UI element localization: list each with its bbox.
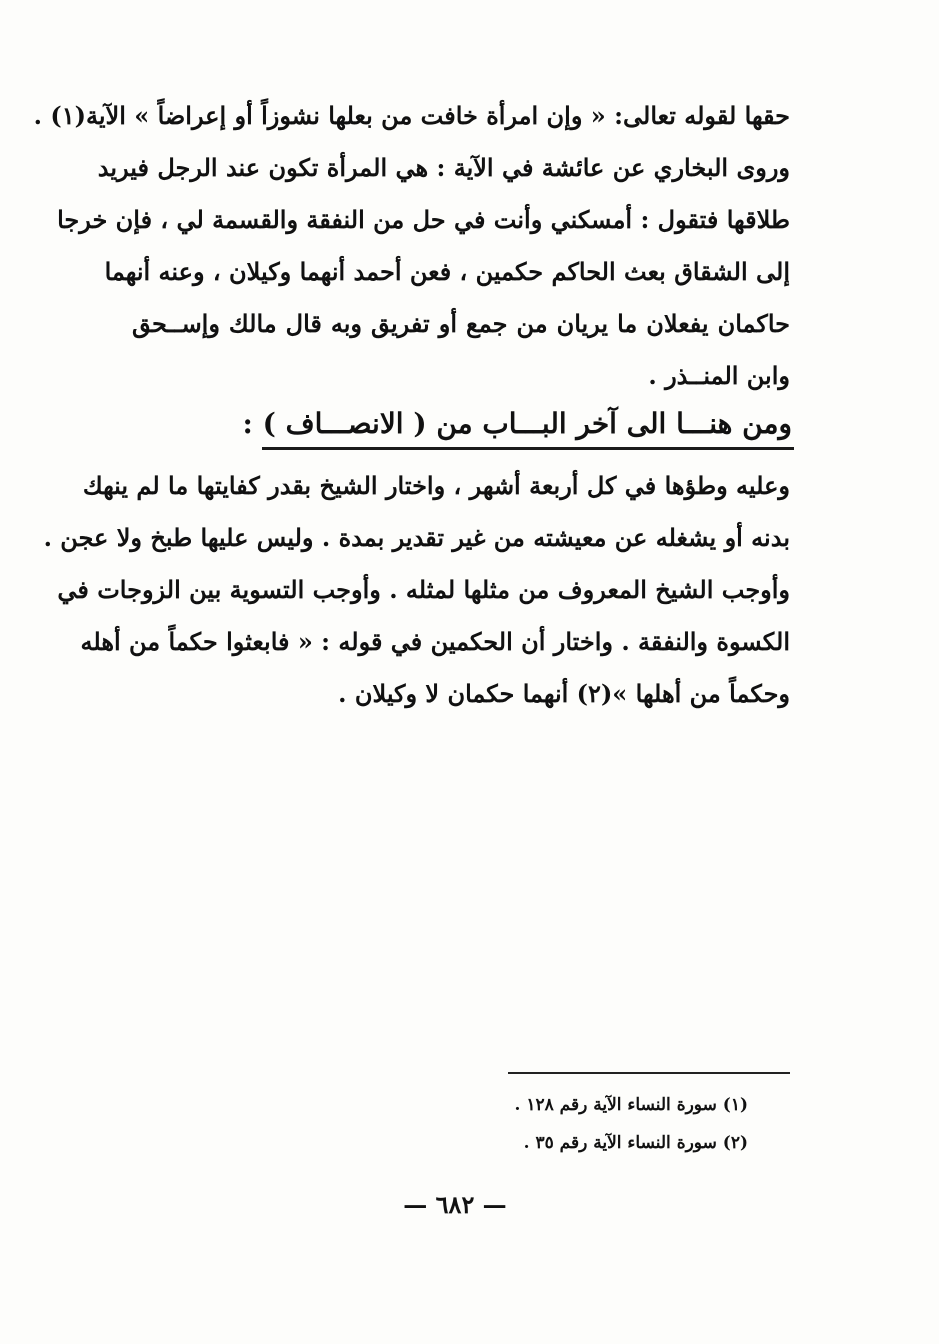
paragraph-1-line: حاكمان يفعلان ما يريان من جمع أو تفريق وبه قال مالك وإســحق	[132, 309, 790, 338]
paragraph-2-line: وأوجب الشيخ المعروف من مثلها لمثله . وأوجب التسوية بين الزوجات في	[57, 575, 790, 604]
paragraph-2-line: بدنه أو يشغله عن معيشته من غير تقدير بمدة . وليس عليها طبخ ولا عجن .	[43, 523, 790, 552]
paragraph-1-line: وروى البخاري عن عائشة في الآية : هي المرأة تكون عند الرجل فيريد	[97, 153, 790, 182]
paragraph-1-line: طلاقها فتقول : أمسكني وأنت في حل من النفقة والقسمة لي ، فإن خرجا	[57, 205, 790, 234]
footnote-2: (٢) سورة النساء الآية رقم ٣٥ .	[523, 1133, 748, 1153]
paragraph-2-line: وحكماً من أهلها »(٢) أنهما حكمان لا وكيلان .	[338, 679, 790, 708]
footnote-1: (١) سورة النساء الآية رقم ١٢٨ .	[514, 1095, 748, 1115]
paragraph-1-line: وابن المنــذر .	[648, 361, 790, 390]
footnotes	[400, 1086, 748, 1162]
section-heading: ومن هنـــا الى آخر البـــاب من ( الانصـــاف ) :	[242, 407, 792, 440]
paragraph-1-line: إلى الشقاق بعث الحاكم حكمين ، فعن أحمد أنهما وكيلان ، وعنه أنهما	[104, 257, 790, 286]
paragraph-2-line: الكسوة والنفقة . واختار أن الحكمين في قوله : « فابعثوا حكماً من أهله	[80, 627, 790, 656]
heading-underline	[262, 447, 794, 450]
footnote-separator	[508, 1072, 790, 1074]
paragraph-2-line: وعليه وطؤها في كل أربعة أشهر ، واختار الشيخ بقدر كفايتها ما لم ينهك	[82, 471, 790, 500]
page-number: — ٦٨٢ —	[403, 1190, 507, 1219]
paragraph-2	[43, 460, 790, 720]
paragraph-1-line: حقها لقوله تعالى: « وإن امرأة خافت من بعلها نشوزاً أو إعراضاً » الآية(١) .	[33, 101, 790, 130]
paragraph-1	[33, 90, 790, 402]
